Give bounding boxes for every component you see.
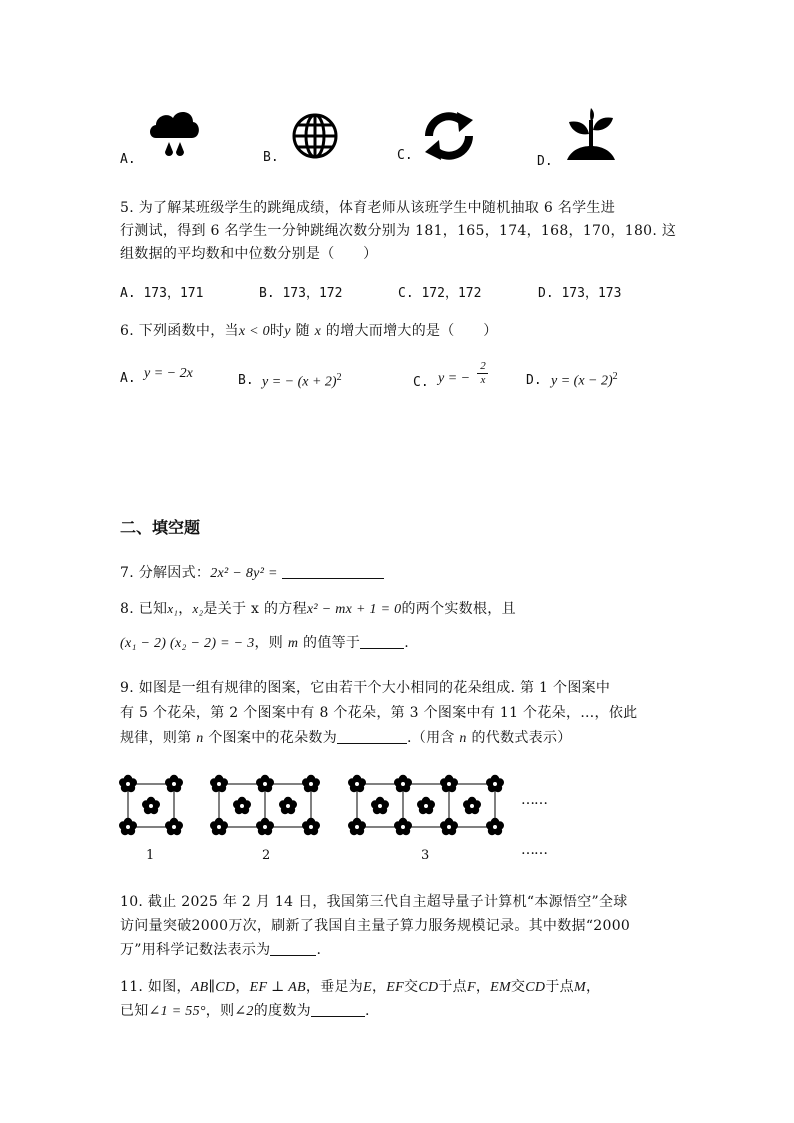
q11-ef-perp-ab: EF ⊥ AB bbox=[249, 980, 306, 995]
q9-n1: n bbox=[196, 731, 204, 746]
recycle-arrows-icon bbox=[421, 110, 477, 162]
q11-t3: ，垂足为 bbox=[305, 979, 364, 995]
q10-line-2: 访问量突破2000万次，刷新了我国自主量子算力服务规模记录。其中数据“2000 bbox=[120, 918, 631, 934]
q6-option-c-denominator: x bbox=[480, 374, 486, 386]
q6-mid2: 随 bbox=[290, 323, 315, 339]
q5-line-1: 5. 为了解某班级学生的跳绳成绩，体育老师从该班学生中随机抽取 6 名学生进 bbox=[120, 200, 616, 216]
q11-em: EM bbox=[490, 980, 511, 995]
q9-l3c: .（用含 bbox=[407, 730, 460, 746]
q9-figure-label-2: 2 bbox=[262, 848, 271, 863]
q6-option-b-base: y = − (x + 2) bbox=[262, 374, 337, 390]
q5-line-3: 组数据的平均数和中位数分别是（ ） bbox=[120, 246, 378, 262]
q6-option-c-label: C. bbox=[413, 375, 429, 390]
q9-line-2: 有 5 个花朵，第 2 个图案中有 8 个花朵，第 3 个图案中有 11 个花朵，…，依此 bbox=[120, 705, 638, 721]
q11-line-2 bbox=[120, 1001, 370, 1022]
q9-l3d: 的代数式表示） bbox=[466, 730, 572, 746]
q5-option-d: D. 173，173 bbox=[538, 286, 622, 301]
q9-answer-blank[interactable] bbox=[337, 729, 407, 744]
q6-option-b-expr bbox=[262, 368, 342, 393]
q11-angle-1: ∠1 = 55° bbox=[148, 1004, 206, 1019]
q11-t11: 已知 bbox=[120, 1003, 149, 1019]
q9-l3a: 规律，则第 bbox=[120, 730, 197, 746]
q10-line-3 bbox=[120, 940, 321, 960]
q11-t12: ，则 bbox=[205, 1003, 235, 1019]
q10-line3b: . bbox=[316, 942, 322, 958]
q9-line-1: 9. 如图是一组有规律的图案，它由若干个大小相同的花朵组成. 第 1 个图案中 bbox=[120, 680, 611, 696]
q8-t2: 是关于 x 的方程 bbox=[203, 601, 307, 617]
pattern-2 bbox=[210, 775, 320, 835]
q6-option-a-label: A. bbox=[120, 371, 136, 386]
q8-m: m bbox=[287, 636, 299, 651]
q11-e: E bbox=[363, 980, 372, 995]
q8-t5: 的值等于 bbox=[298, 635, 361, 651]
q10-line-1: 10. 截止 2025 年 2 月 14 日，我国第三代自主超导量子计算机“本源悟空”全球 bbox=[120, 894, 628, 910]
q11-t7: ， bbox=[475, 979, 491, 995]
q8-t1: 8. 已知 bbox=[120, 601, 168, 617]
q8-condition: (x₁ − 2) (x₂ − 2) = − 3 bbox=[120, 636, 255, 651]
q6-option-d-base: y = (x − 2) bbox=[551, 373, 613, 389]
q9-line-3 bbox=[120, 728, 572, 749]
q8-answer-blank[interactable] bbox=[360, 634, 404, 649]
q11-t6: 于点 bbox=[438, 979, 467, 995]
q6-option-d-label: D. bbox=[526, 373, 542, 388]
q11-cd-1: CD bbox=[418, 980, 439, 995]
q6-option-d-sup: 2 bbox=[612, 371, 618, 382]
q6-x: x bbox=[314, 324, 322, 339]
q8-t3: 的两个实数根，且 bbox=[401, 601, 516, 617]
globe-icon bbox=[291, 112, 339, 160]
q8-end: . bbox=[404, 635, 409, 651]
q9-dots-lower: …… bbox=[521, 842, 547, 858]
q6-post: 的增大而增大的是（ ） bbox=[321, 323, 498, 339]
q6-option-c-numerator: 2 bbox=[480, 360, 486, 372]
q5-option-b: B. 173，172 bbox=[259, 286, 343, 301]
q5-line-2: 行测试，得到 6 名学生一分钟跳绳次数分别为 181，165，174，168，170，180. 这 bbox=[120, 223, 677, 239]
q11-cd-2: CD bbox=[525, 980, 546, 995]
q10-line3a: 万”用科学记数法表示为 bbox=[120, 942, 271, 958]
q6-y: y bbox=[284, 324, 291, 339]
q9-dots-upper: …… bbox=[521, 792, 547, 808]
q7-expression: 2x² − 8y² = bbox=[210, 566, 278, 581]
q8-comma: ， bbox=[178, 601, 193, 617]
q11-m: M bbox=[573, 980, 586, 995]
q11-t1: 11. 如图， bbox=[120, 979, 191, 995]
q8-equation: x² − mx + 1 = 0 bbox=[306, 602, 402, 617]
q8-t4: ，则 bbox=[254, 635, 288, 651]
q7-stem bbox=[120, 563, 384, 584]
q9-flower-pattern-figure bbox=[110, 770, 530, 840]
q6-mid1: 时 bbox=[269, 323, 285, 339]
q6-option-c-expr: y = − bbox=[438, 371, 471, 386]
q5-option-a: A. 173，171 bbox=[120, 286, 204, 301]
q11-angle-2: ∠2 bbox=[234, 1004, 254, 1019]
q6-pre: 6. 下列函数中，当 bbox=[120, 323, 239, 339]
q7-text: 7. 分解因式： bbox=[120, 565, 211, 581]
q7-answer-blank[interactable] bbox=[282, 564, 384, 579]
q6-stem bbox=[120, 321, 498, 342]
q8-line-1 bbox=[120, 599, 516, 620]
pattern-3 bbox=[348, 775, 504, 835]
q9-figure-label-3: 3 bbox=[421, 848, 430, 863]
q11-t2: ， bbox=[235, 979, 250, 995]
q11-end: . bbox=[364, 1003, 370, 1019]
sprout-icon bbox=[565, 106, 617, 162]
q11-f: F bbox=[466, 980, 476, 995]
q10-answer-blank[interactable] bbox=[270, 941, 316, 956]
pattern-1 bbox=[119, 775, 183, 835]
q11-t9: 于点 bbox=[545, 979, 574, 995]
q4-option-b-label: B. bbox=[263, 150, 279, 165]
q11-answer-blank[interactable] bbox=[311, 1002, 365, 1017]
q9-l3b: 个图案中的花朵数为 bbox=[203, 730, 338, 746]
q6-option-d-expr bbox=[551, 367, 618, 392]
q6-option-b-label: B. bbox=[238, 373, 254, 388]
q4-option-a-label: A. bbox=[120, 152, 136, 167]
q11-t10: ， bbox=[585, 979, 601, 995]
q6-option-a-expr: y = − 2x bbox=[144, 366, 193, 381]
q11-line-1 bbox=[120, 977, 600, 998]
q11-t4: ， bbox=[371, 979, 387, 995]
q6-option-b-sup: 2 bbox=[336, 372, 342, 383]
q11-t13: 的度数为 bbox=[253, 1003, 311, 1019]
q6-condition: x < 0 bbox=[238, 324, 270, 339]
q8-x2: x₂ bbox=[192, 601, 204, 616]
q11-t5: 交 bbox=[404, 979, 419, 995]
q11-ab-parallel-cd: AB∥CD bbox=[190, 980, 236, 995]
cloud-rain-icon bbox=[146, 106, 202, 160]
q9-n2: n bbox=[459, 731, 467, 746]
q4-option-c-label: C. bbox=[397, 148, 413, 163]
q11-ef: EF bbox=[386, 980, 404, 995]
q4-option-d-label: D. bbox=[537, 154, 553, 169]
q5-option-c: C. 172，172 bbox=[398, 286, 482, 301]
q8-x1: x₁ bbox=[167, 601, 179, 616]
section-title: 二、填空题 bbox=[120, 518, 201, 537]
q8-line-2 bbox=[120, 633, 409, 654]
q9-figure-label-1: 1 bbox=[146, 848, 155, 863]
q11-t8: 交 bbox=[510, 979, 526, 995]
